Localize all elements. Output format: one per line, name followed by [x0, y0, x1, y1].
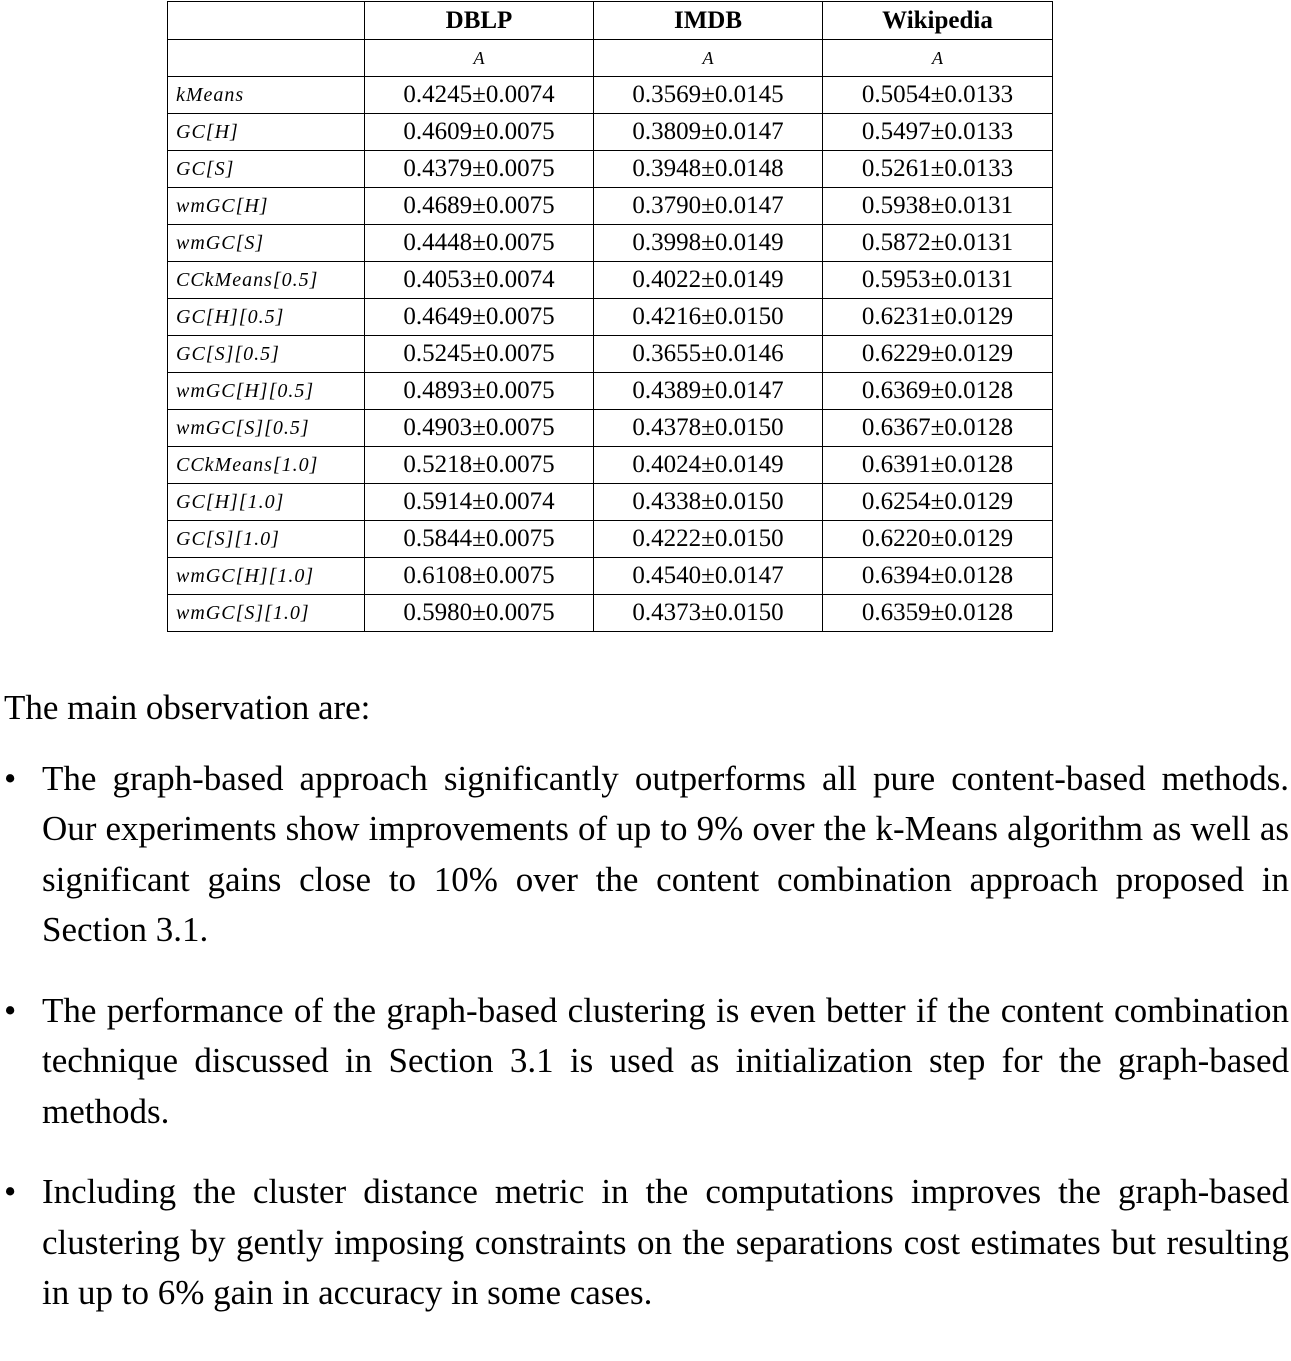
accuracy-cell-dblp: 0.5245±0.0075 [365, 336, 594, 373]
table-row [168, 558, 1053, 595]
method-name-cell: wmGC[H][0.5] [168, 373, 365, 410]
results-table [167, 1, 1053, 632]
method-name-cell: CCkMeans[0.5] [168, 262, 365, 299]
table-row [168, 447, 1053, 484]
accuracy-cell-imdb: 0.4378±0.0150 [594, 410, 823, 447]
accuracy-cell-imdb: 0.4022±0.0149 [594, 262, 823, 299]
accuracy-cell-imdb: 0.3948±0.0148 [594, 151, 823, 188]
list-item [4, 986, 1289, 1138]
accuracy-cell-imdb: 0.3790±0.0147 [594, 188, 823, 225]
method-name-cell: GC[S][1.0] [168, 521, 365, 558]
accuracy-cell-imdb: 0.4216±0.0150 [594, 299, 823, 336]
dataset-header-row [168, 2, 1053, 40]
accuracy-cell-imdb: 0.3809±0.0147 [594, 114, 823, 151]
table-row [168, 521, 1053, 558]
table-row [168, 595, 1053, 632]
accuracy-cell-wikipedia: 0.6231±0.0129 [823, 299, 1053, 336]
observation-text: The graph-based approach significantly outperforms all pure content-based methods. Our experiments show improvements of up to 9% over the k-Means algorithm as well as significant gains close to 10% over the content combination approach proposed in Section 3.1. [42, 758, 1289, 949]
accuracy-cell-imdb: 0.3998±0.0149 [594, 225, 823, 262]
accuracy-cell-dblp: 0.4379±0.0075 [365, 151, 594, 188]
table-row [168, 484, 1053, 521]
method-name-cell: wmGC[S] [168, 225, 365, 262]
list-item [4, 754, 1289, 956]
observation-list [4, 754, 1289, 1319]
accuracy-cell-wikipedia: 0.6229±0.0129 [823, 336, 1053, 373]
accuracy-cell-dblp: 0.4689±0.0075 [365, 188, 594, 225]
method-name-cell: GC[H][0.5] [168, 299, 365, 336]
method-name-cell: wmGC[S][0.5] [168, 410, 365, 447]
accuracy-cell-dblp: 0.4245±0.0074 [365, 77, 594, 114]
accuracy-cell-wikipedia: 0.6369±0.0128 [823, 373, 1053, 410]
accuracy-cell-imdb: 0.3655±0.0146 [594, 336, 823, 373]
accuracy-cell-wikipedia: 0.6359±0.0128 [823, 595, 1053, 632]
accuracy-cell-dblp: 0.4649±0.0075 [365, 299, 594, 336]
method-name-cell: GC[H] [168, 114, 365, 151]
table-row [168, 373, 1053, 410]
accuracy-cell-wikipedia: 0.5261±0.0133 [823, 151, 1053, 188]
table-row [168, 188, 1053, 225]
table-row [168, 151, 1053, 188]
accuracy-cell-dblp: 0.5218±0.0075 [365, 447, 594, 484]
table-row [168, 299, 1053, 336]
header-wikipedia: Wikipedia [823, 2, 1053, 40]
accuracy-cell-dblp: 0.5914±0.0074 [365, 484, 594, 521]
observation-text: Including the cluster distance metric in the computations improves the graph-based clustering by gently imposing constraints on the separations cost estimates but resulting in up to 6% gain in accuracy in some cases. [42, 1172, 1289, 1312]
accuracy-cell-wikipedia: 0.5938±0.0131 [823, 188, 1053, 225]
accuracy-cell-dblp: 0.4893±0.0075 [365, 373, 594, 410]
metric-header-row [168, 40, 1053, 77]
accuracy-cell-wikipedia: 0.6391±0.0128 [823, 447, 1053, 484]
accuracy-cell-dblp: 0.4053±0.0074 [365, 262, 594, 299]
accuracy-cell-dblp: 0.5844±0.0075 [365, 521, 594, 558]
accuracy-cell-dblp: 0.4609±0.0075 [365, 114, 594, 151]
header-imdb: IMDB [594, 2, 823, 40]
method-name-cell: GC[S] [168, 151, 365, 188]
body-text [4, 683, 1289, 1349]
metric-dblp: A [365, 40, 594, 77]
table-row [168, 410, 1053, 447]
table-body [168, 77, 1053, 632]
accuracy-cell-imdb: 0.3569±0.0145 [594, 77, 823, 114]
accuracy-cell-wikipedia: 0.6394±0.0128 [823, 558, 1053, 595]
accuracy-cell-dblp: 0.5980±0.0075 [365, 595, 594, 632]
method-name-cell: wmGC[H][1.0] [168, 558, 365, 595]
metric-corner [168, 40, 365, 77]
bullet-icon: • [4, 1172, 17, 1211]
table-row [168, 114, 1053, 151]
accuracy-cell-imdb: 0.4222±0.0150 [594, 521, 823, 558]
accuracy-cell-wikipedia: 0.5953±0.0131 [823, 262, 1053, 299]
accuracy-cell-imdb: 0.4024±0.0149 [594, 447, 823, 484]
header-corner [168, 2, 365, 40]
header-dblp: DBLP [365, 2, 594, 40]
accuracy-cell-imdb: 0.4373±0.0150 [594, 595, 823, 632]
accuracy-cell-dblp: 0.4448±0.0075 [365, 225, 594, 262]
accuracy-cell-wikipedia: 0.5497±0.0133 [823, 114, 1053, 151]
accuracy-cell-wikipedia: 0.5872±0.0131 [823, 225, 1053, 262]
intro-sentence: The main observation are: [4, 688, 371, 727]
accuracy-cell-dblp: 0.6108±0.0075 [365, 558, 594, 595]
method-name-cell: kMeans [168, 77, 365, 114]
method-name-cell: GC[H][1.0] [168, 484, 365, 521]
accuracy-cell-wikipedia: 0.6254±0.0129 [823, 484, 1053, 521]
table-row [168, 336, 1053, 373]
accuracy-cell-imdb: 0.4338±0.0150 [594, 484, 823, 521]
accuracy-cell-wikipedia: 0.6367±0.0128 [823, 410, 1053, 447]
bullet-icon: • [4, 990, 17, 1030]
method-name-cell: CCkMeans[1.0] [168, 447, 365, 484]
accuracy-cell-imdb: 0.4540±0.0147 [594, 558, 823, 595]
bullet-icon: • [4, 758, 17, 798]
accuracy-cell-imdb: 0.4389±0.0147 [594, 373, 823, 410]
metric-wikipedia: A [823, 40, 1053, 77]
metric-imdb: A [594, 40, 823, 77]
table-header [168, 2, 1053, 77]
method-name-cell: wmGC[H] [168, 188, 365, 225]
method-name-cell: wmGC[S][1.0] [168, 595, 365, 632]
accuracy-cell-wikipedia: 0.5054±0.0133 [823, 77, 1053, 114]
table-row [168, 77, 1053, 114]
table-row [168, 225, 1053, 262]
accuracy-cell-wikipedia: 0.6220±0.0129 [823, 521, 1053, 558]
table-row [168, 262, 1053, 299]
list-item [4, 1167, 1289, 1319]
method-name-cell: GC[S][0.5] [168, 336, 365, 373]
observation-text: The performance of the graph-based clustering is even better if the content combination technique discussed in Section 3.1 is used as initialization step for the graph-based methods. [42, 990, 1289, 1131]
accuracy-cell-dblp: 0.4903±0.0075 [365, 410, 594, 447]
